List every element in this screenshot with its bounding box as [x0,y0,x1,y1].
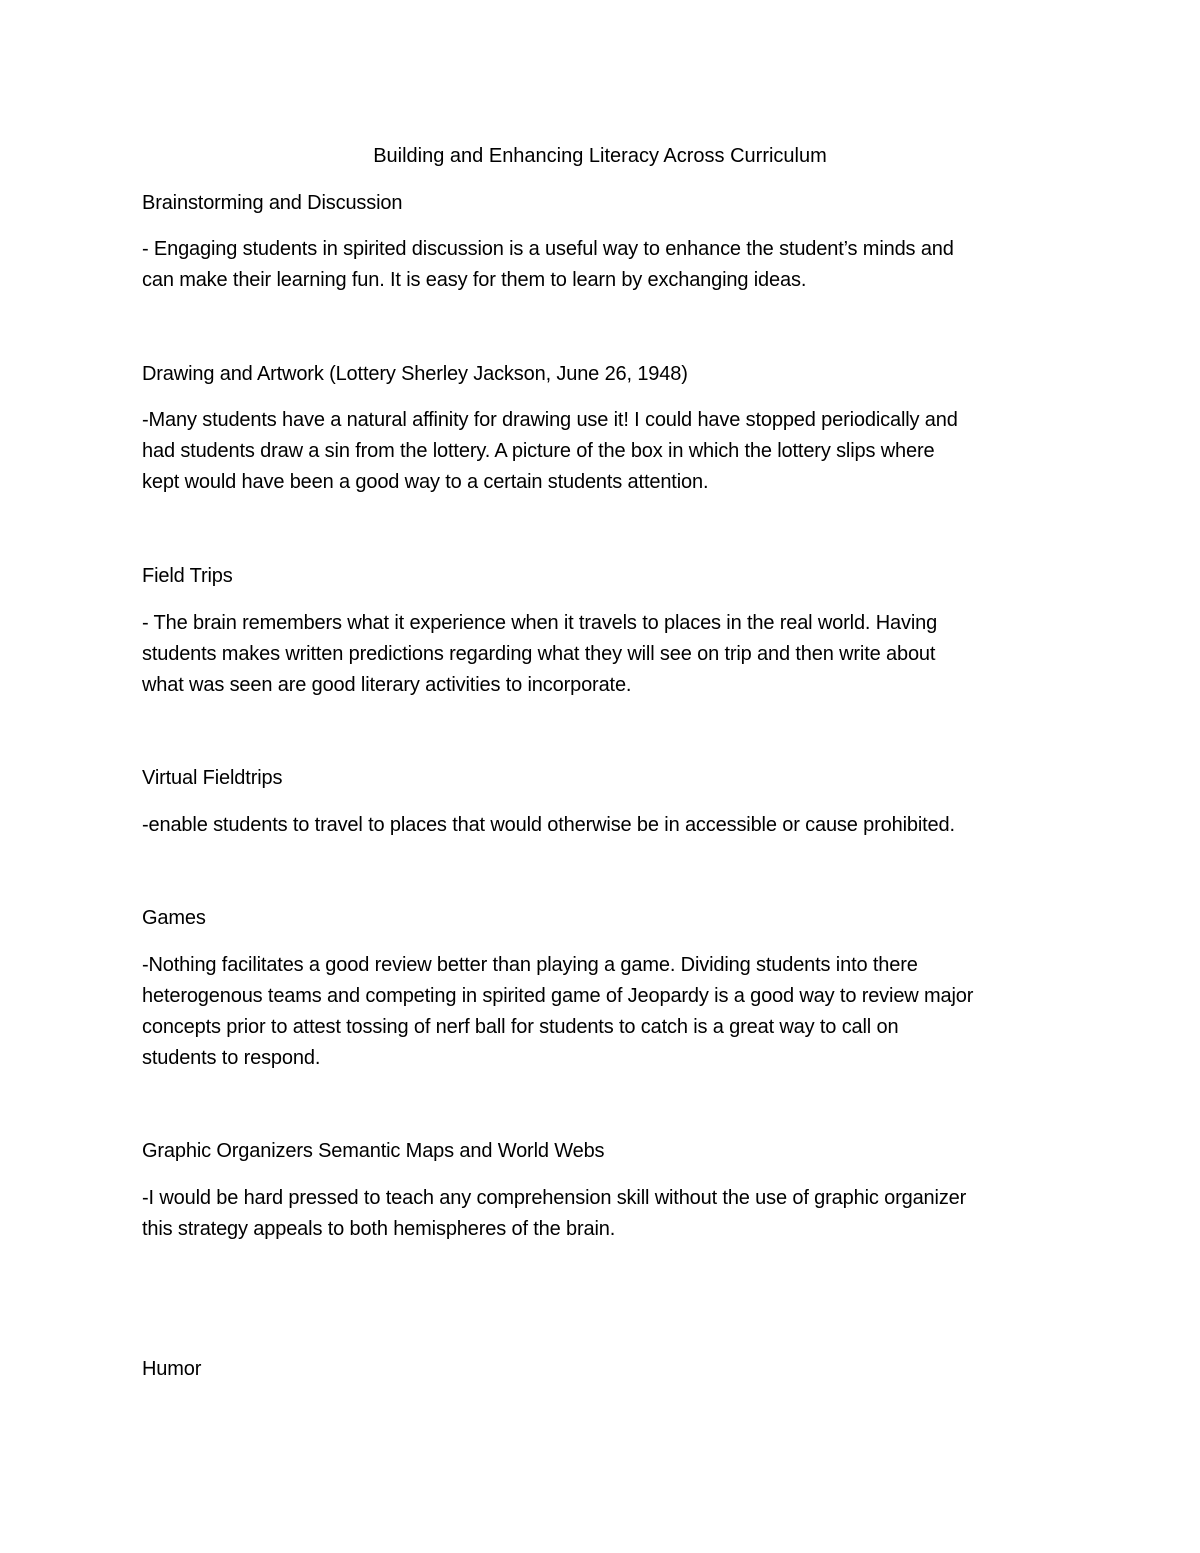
section-body-drawing [142,405,1072,498]
paragraph-line: -enable students to travel to places that would otherwise be in accessible or cause prohibited. [142,814,955,836]
section-body-graphic-organizers [142,1183,1072,1245]
section-body-field-trips [142,608,1072,701]
paragraph-line: can make their learning fun. It is easy for them to learn by exchanging ideas. [142,269,807,291]
section-body-virtual-fieldtrips [142,810,1072,841]
section-body-games [142,950,1072,1074]
paragraph-line: -Nothing facilitates a good review better than playing a game. Dividing students into there [142,954,918,976]
paragraph-line: students to respond. [142,1047,321,1069]
paragraph-line: - Engaging students in spirited discussion is a useful way to enhance the student’s minds and [142,238,954,260]
section-heading-drawing: Drawing and Artwork (Lottery Sherley Jackson, June 26, 1948) [142,363,688,385]
document-title: Building and Enhancing Literacy Across Curriculum [373,145,827,167]
paragraph-line: had students draw a sin from the lottery. A picture of the box in which the lottery slips where [142,440,935,462]
paragraph-line: -I would be hard pressed to teach any comprehension skill without the use of graphic organizer [142,1187,967,1209]
section-heading-humor: Humor [142,1358,202,1380]
paragraph-line: kept would have been a good way to a certain students attention. [142,471,709,493]
paragraph-line: what was seen are good literary activities to incorporate. [142,674,632,696]
paragraph-line: -Many students have a natural affinity for drawing use it! I could have stopped periodically and [142,409,958,431]
section-heading-field-trips: Field Trips [142,565,233,587]
section-body-brainstorming [142,234,1072,296]
section-heading-brainstorming: Brainstorming and Discussion [142,192,403,214]
section-heading-virtual-fieldtrips: Virtual Fieldtrips [142,767,283,789]
section-heading-games: Games [142,907,206,929]
paragraph-line: heterogenous teams and competing in spirited game of Jeopardy is a good way to review major [142,985,974,1007]
paragraph-line: this strategy appeals to both hemispheres of the brain. [142,1218,616,1240]
paragraph-line: concepts prior to attest tossing of nerf ball for students to catch is a great way to call on [142,1016,899,1038]
section-heading-graphic-organizers: Graphic Organizers Semantic Maps and World Webs [142,1140,605,1162]
paragraph-line: - The brain remembers what it experience when it travels to places in the real world. Having [142,612,938,634]
paragraph-line: students makes written predictions regarding what they will see on trip and then write about [142,643,936,665]
